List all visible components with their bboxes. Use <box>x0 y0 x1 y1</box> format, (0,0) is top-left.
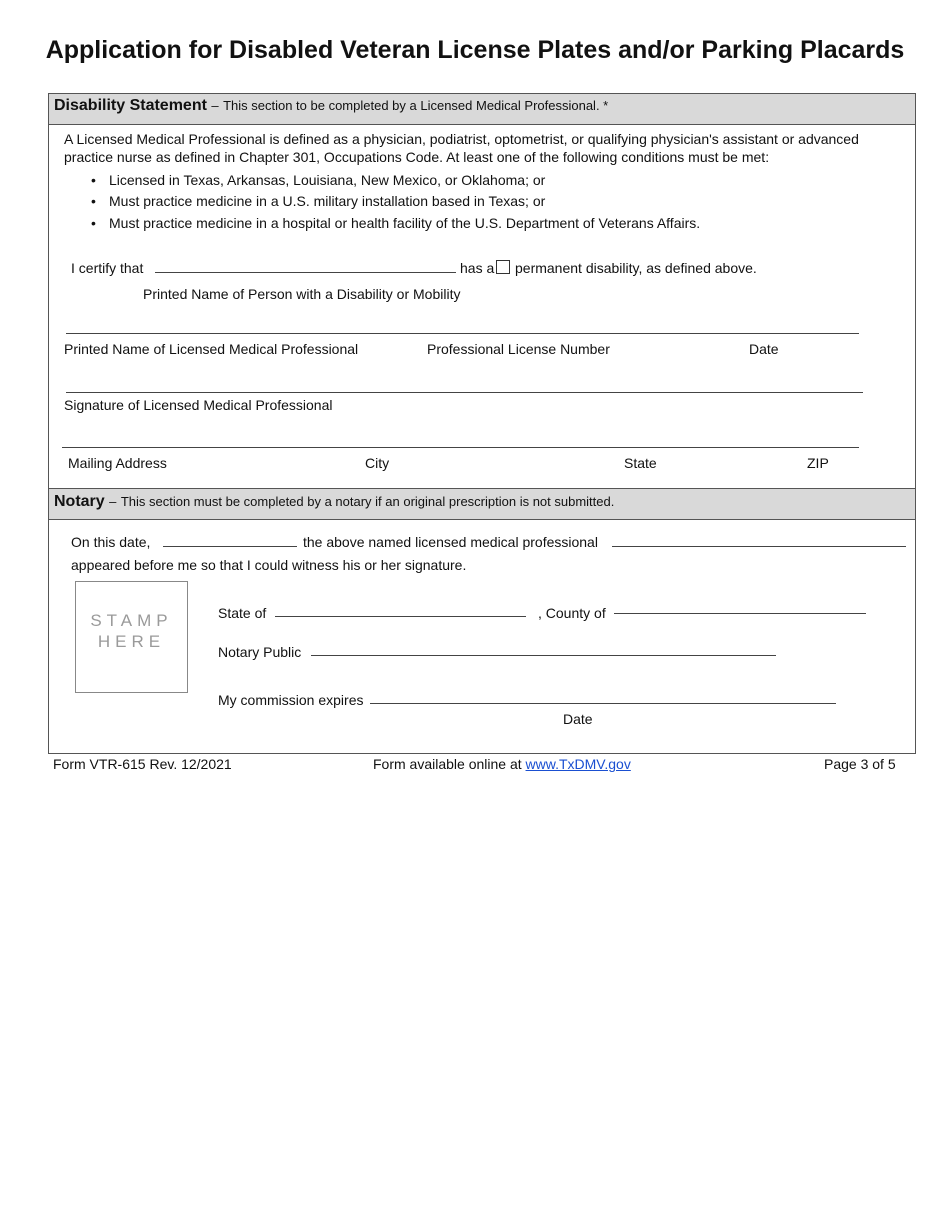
mailing-address-label: Mailing Address <box>68 455 167 471</box>
form-title: Application for Disabled Veteran License Plates and/or Parking Placards <box>45 36 905 64</box>
person-name-field[interactable] <box>155 272 456 273</box>
disability-section-subtitle: This section to be completed by a Licensed Medical Professional. * <box>223 98 609 113</box>
notary-date-middle: the above named licensed medical professional <box>303 534 598 550</box>
txdmv-link[interactable]: www.TxDMV.gov <box>525 756 631 772</box>
notary-public-field[interactable] <box>311 655 776 656</box>
condition-item: • Licensed in Texas, Arkansas, Louisiana, New Mexico, or Oklahoma; or <box>91 172 545 188</box>
notary-section-dash: – <box>109 494 117 509</box>
footer-online <box>373 756 631 772</box>
condition-item: • Must practice medicine in a hospital or health facility of the U.S. Department of Veterans Affairs. <box>91 215 700 231</box>
intro-text-line1: A Licensed Medical Professional is defined as a physician, podiatrist, optometrist, or qualifying physician's assistant or advanced <box>64 131 859 147</box>
signature-label: Signature of Licensed Medical Professional <box>64 397 333 413</box>
notary-date-prefix: On this date, <box>71 534 151 550</box>
stamp-text-line2: HERE <box>97 632 166 651</box>
county-of-field[interactable] <box>614 613 866 614</box>
intro-text-line2: practice nurse as defined in Chapter 301, Occupations Code. At least one of the following conditions must be met: <box>64 149 770 165</box>
footer-online-prefix: Form available online at <box>373 756 522 772</box>
professional-name-field[interactable] <box>612 546 906 547</box>
city-label: City <box>365 455 390 471</box>
disability-section-title: Disability Statement <box>54 97 207 114</box>
county-of-label: , County of <box>538 605 606 621</box>
certify-prefix: I certify that <box>71 260 144 276</box>
notary-date-field[interactable] <box>163 546 297 547</box>
state-of-label: State of <box>218 605 267 621</box>
permanent-disability-checkbox[interactable] <box>496 260 510 274</box>
notary-section-header <box>49 488 915 520</box>
commission-date-field[interactable] <box>370 703 836 704</box>
footer-form-id: Form VTR-615 Rev. 12/2021 <box>53 756 232 772</box>
state-of-field[interactable] <box>275 616 526 617</box>
disability-section-header <box>49 94 915 125</box>
commission-date-label: Date <box>563 711 593 727</box>
zip-label: ZIP <box>807 455 829 471</box>
license-number-label: Professional License Number <box>427 341 610 357</box>
footer-page-number: Page 3 of 5 <box>824 756 896 772</box>
professional-info-field[interactable] <box>66 333 859 334</box>
certify-suffix: permanent disability, as defined above. <box>515 260 757 276</box>
date-label: Date <box>749 341 779 357</box>
commission-label: My commission expires <box>218 692 364 708</box>
professional-name-label: Printed Name of Licensed Medical Professional <box>64 341 359 357</box>
mailing-address-field[interactable] <box>62 447 859 448</box>
signature-field[interactable] <box>66 392 863 393</box>
condition-item: • Must practice medicine in a U.S. military installation based in Texas; or <box>91 193 545 209</box>
state-label: State <box>624 455 657 471</box>
appeared-text: appeared before me so that I could witness his or her signature. <box>71 557 467 573</box>
stamp-box <box>75 581 188 693</box>
stamp-text-line1: STAMP <box>90 611 173 630</box>
disability-section-dash: – <box>211 98 219 113</box>
notary-section-title: Notary <box>54 493 105 510</box>
notary-public-label: Notary Public <box>218 644 302 660</box>
notary-section-subtitle: This section must be completed by a notary if an original prescription is not submitted. <box>120 494 615 509</box>
person-name-label: Printed Name of Person with a Disability or Mobility <box>143 286 461 302</box>
certify-has-a: has a <box>460 260 495 276</box>
